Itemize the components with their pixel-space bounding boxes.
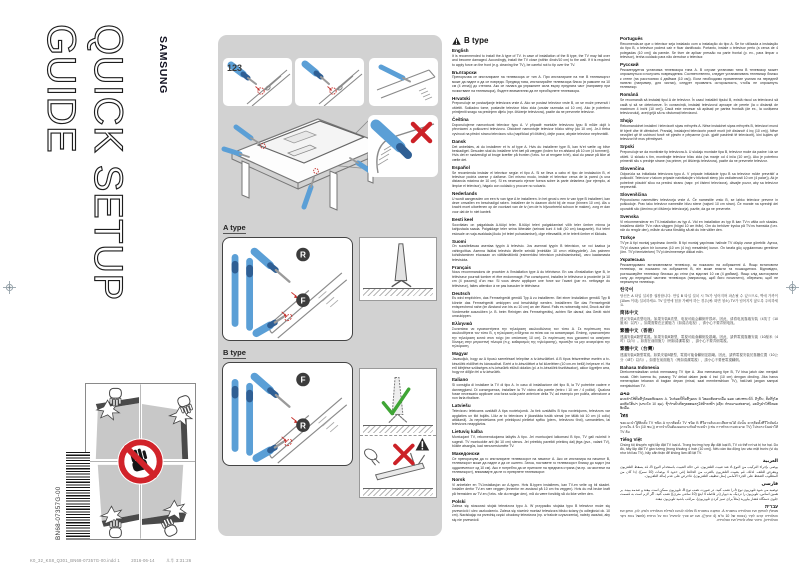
language-text: U wordt aangeraden om een tv van type A te installeren. In het geval u een tv van type B installeert, kan deze omvallen en beschadigd raken. Installeer de tv daarom dicht bij de muur (binnen 10 cm). Als u kracht moet uitoefenen op de voorkant van de tv (om de tv bijvoorbeeld schoon te maken), zorg er dan voor dat de tv niet kantelt. [452, 196, 610, 214]
language-name: Русский [620, 62, 639, 68]
language-section [452, 48, 610, 67]
language-column-2 [620, 36, 778, 558]
warning-triangle-icon [452, 37, 461, 45]
language-text: Recomenda-se que o televisor seja instalado com a instalação do tipo A. Se for utilizada a instalação do tipo B, o televisor poderá cair e ficar danificado. Portanto, instale o televisor perto (a cerca de 4 polegadas (10 cm)) da parede. Se tiver de aplicar pressão na parte frontal (p. ex., para limpar o televisor), tenha cuidado para não derrubar o televisor. [620, 41, 778, 60]
language-text: Televizoru ieteicams uzstādīt A tipa novietojumā. Ja tiek uzstādīts B tipa novietojums, televizors var apgāzties un tikt bojāts. Līdz ar to televizors ir jāuzstāda tuvāk sienai (ne tālāk kā 10 cm (4 collu) attālumā). Ja nepieciešams pret priekšpusi pielietot spēku (piem., televizoru tīrot), uzmanieties, lai televizors neapgāztos. [452, 409, 610, 427]
language-name: Shqip [620, 118, 633, 124]
part-number-label: BN68-07357G-00 [55, 486, 62, 540]
language-text: It is recommended to install the A type of TV. In case of installation of the B type, the TV may fall over and become damaged. Accordingly, install the TV close (within 4inch/10 cm) to the wall. If it is required to apply force on the front (e.g. cleaning the TV), be careful not to tip over the TV. [452, 53, 610, 67]
language-name: Español [452, 164, 470, 170]
language-section [452, 451, 610, 474]
registration-mark-icon [3, 281, 16, 294]
language-text: ขอแนะนำให้ติดตั้ง TV ชนิด A หากติดตั้ง TV ชนิด B ทีวีอาจล้มและเสียหายได้ ดังนั้น ควรติดตั้งทีวีใกล้ผนัง (ภายใน 4 นิ้ว (10 ซม.)) หากจำเป็นต้องออกแรงกับด้านหน้า (เช่น การทำความสะอาด TV) โปรดระวังอย่าให้ TV ล้ม [620, 420, 778, 434]
language-section [620, 458, 778, 478]
language-section [452, 139, 610, 162]
language-section [452, 351, 610, 374]
language-section [620, 214, 778, 233]
language-section [620, 287, 778, 307]
language-section [620, 257, 778, 285]
language-section [620, 166, 778, 189]
language-text: Препоръчва се инсталиране на телевизора от тип A. При инсталиране на тип B телевизорът може да падне и да се повреди. Предвид това, инсталирайте телевизора близо (в рамките на 10 см (4 инча)) до стената. Ако се налага да упражните сила върху предната част (например при почистване на телевизора), бъдете внимателни да не преобърнете телевизора. [452, 75, 610, 93]
language-text: Συνιστάται να εγκαταστήσετε την τηλεόραση ακολουθώντας τον τύπο A. Σε περίπτωση που ακολουθήσετε τον τύπο B, η τηλεόραση ενδέχεται να πέσει και να καταστραφεί. Επίσης, εγκαταστήστε την τηλεόραση κοντά στον τοίχο (σε απόσταση 10 cm). Σε περίπτωση που χρειαστεί να ασκήσετε δύναμη στην μπροστινή πλευρά (π.χ. καθαρισμός της τηλεόρασης), προσέξτε να μην ανατρέψετε την τηλεόραση. [452, 326, 610, 349]
screwdriver-step-illustration [295, 58, 364, 106]
language-name: Português [620, 36, 643, 41]
language-text: Се препорачува да го инсталирате телевизорот на начинот A. Ако се инсталира на начинот B, телевизорот може да падне и да се оштети. Затоа, поставете го телевизорот блиску до ѕидот (на оддалеченост од 10 см). Ако е потребно да се притисне на предната страна (на пр. за чистење на телевизорот), внимавајте да не го преврнете телевизорот. [452, 456, 610, 475]
language-section [620, 346, 778, 362]
a-type-label: A type [223, 223, 246, 232]
language-text: Se recomienda instalar el televisor según el tipo A. Si se lleva a cabo el tipo de instalación B, el televisor podría caerse y dañarse. Del mismo modo, instale el televisor cerca de la pared (a una distancia máxima de 10 cm). Si es necesario ejercer fuerza sobre la parte delantera (por ejemplo, al limpiar el televisor), hágalo con cuidado y procure no volcarlo. [452, 170, 610, 188]
cover-title-line-2: GUIDE [39, 24, 83, 154]
language-section [620, 92, 778, 115]
language-text: Se recomandă să instalați tipul A de televizor. În cazul instalării tipului B, există riscul ca televizorul să cadă și să se deterioreze. În consecință, instalați televizorul aproape de perete (la o distanță de maximum 4 inchi (10 cm)). Dacă este necesar să apăsați pe partea frontală (de ex., la curățarea televizorului), aveți grijă să nu răsturnați televizorul. [620, 98, 778, 116]
language-name: ລາວ [620, 390, 630, 396]
stand-pin-step-illustration [369, 58, 438, 106]
language-text: On suositeltavaa asentaa tyypin A televisio. Jos asennat tyypin B television, se voi kaatua ja vahingoittua. Asenna lisäksi televisio lähelle seinää (enintään 10 cm:n etäisyydelle). Jos paineen kohdistaminen etuosaan on välttämätöntä (esimerkiksi television puhdistamiseksi), varo kaatamasta televisiota. [452, 244, 610, 262]
language-text: Si consiglia di installare la TV di tipo A. In caso di installazione del tipo B, la TV potrebbe cadere e danneggiarsi. Di conseguenza, installare la TV vicino alla parete (entro i 10 cm / 4 pollici). Qualora fosse necessario applicare una forza sulla parte anteriore della TV, ad esempio per pulirla, attenzione a non farla ribaltare. [452, 383, 610, 401]
language-text: Det anbefales, at du installerer et tv af type A. Hvis du installerer type B, kan tv'et vælte og blive beskadiget. Desuden skal du installere tv'et tæt på væggen (inden for en afstand på 10 cm (4 tommer)). Hvis det er nødvendigt at bruge kræfter på fronten (f.eks. for at rengøre tv'et), skal du passe på ikke at vælte det. [452, 144, 610, 162]
language-name: 한국어 [620, 287, 634, 293]
language-text: Es wird empfohlen, das Fernsehgerät gemäß Typ A zu installieren. Bei einer Installation gemäß Typ B könnte das Fernsehgerät umkippen und beschädigt werden. Installieren Sie das Fernsehgerät entsprechend nahe (im Abstand von bis zu 10 cm) an der Wand. Falls es notwendig wird, Druck auf die Vorderseite auszuüben (z. B. beim Reinigen des Fernsehgeräts), achten Sie darauf, das Gerät nicht umzukippen. [452, 296, 610, 318]
language-text: Direkomendasikan untuk memasang TV tipe A. Jika memasang tipe B, TV bisa jatuh dan menjadi rusak. Oleh karena itu, pasang TV dekat dalam jarak 4 inci (10 cm) dengan dinding. Jika harus menerapkan tekanan di bagian depan (misal, saat membersihkan TV), hati-hati jangan sampai menjatuhkan TV. [620, 370, 778, 388]
language-section [452, 239, 610, 262]
language-name: 繁體中文（香港） [620, 328, 657, 334]
tv-tipover-illustration [360, 369, 436, 497]
language-section [452, 477, 610, 496]
language-name: 繁體中文（台灣） [620, 346, 657, 352]
language-section [620, 328, 778, 344]
language-section [620, 62, 778, 90]
a-type-result-panel [359, 237, 437, 301]
assembly-step-panel-2 [295, 58, 364, 106]
language-name: العربية [762, 458, 778, 464]
language-name: Dansk [452, 138, 466, 144]
language-text: 建議安裝A類型電視。如果安裝B類型，電視可能會翻倒及損壞。因此，請將電視靠牆安裝（10厘米（4吋）以內）。如需在前面施力（例如清潔電視），請小心不要弄倒電視。 [620, 334, 778, 344]
language-section [452, 96, 610, 115]
language-section [620, 192, 778, 211]
language-section [452, 165, 610, 188]
registration-mark-icon [786, 281, 799, 294]
language-text: Preporučuje se postavljanje televizora vrste A. Ako se postavi televizor vrste B, on se može prevrnuti i oštetiti. Sukladno tome, postavite televizor blizu zida (unutar razmaka od 10 cm). Ako je potrebno primijeniti snagu na prednjem dijelu (npr. čišćenje televizora), pazite da ne prevrnete televizor. [452, 101, 610, 115]
language-section [452, 377, 610, 400]
language-text: Preporučuje se da montirate tip televizora A. U slučaju montaže tipa B, televizor može da padne i da se ošteti. U skladu s tim, montirajte televizor blizu zida (na manje od 4 inča (10 cm)). Ako je potrebno primeniti silu s prednje strane (na primer, pri čišćenju televizora), pazite da ne prevrnete televizor. [620, 150, 778, 164]
language-text: ແນະນຳໃຫ້ຕິດຕັ້ງໂທລະທັດແບບ A. ໃນກໍລະນີຕິດຕັ້ງແບບ B ໂທລະທັດອາດລົ້ມ ແລະ ເສຍຫາຍໄດ້. ດັ່ງນັ້ນ, ຕິດຕັ້ງໂທລະທັດໃກ້ຝາ (ພາຍໃນ 10 ຊມ). ຖ້າຈຳເປັນຕ້ອງອອກແຮງໃສ່ດ້ານໜ້າ (ເຊັ່ນ: ທຳຄວາມສະອາດ), ລະວັງຢ່າໃຫ້ໂທລະທັດລົ້ມ. [620, 397, 778, 411]
footer-time: 오후 3:31:26 [166, 558, 192, 563]
screwdriver-step-illustration [223, 58, 292, 106]
language-section [452, 117, 610, 136]
language-name: Bahasa Indonesia [620, 364, 660, 370]
badge-f-label: F [300, 296, 306, 306]
language-section [452, 321, 610, 349]
language-name: Hrvatski [452, 95, 471, 101]
language-name: Suomi [452, 238, 467, 244]
language-text: توصیه می شود تلویزیون نوع A را نصب کنید. در صورت نصب نوع B، تلویزیون ممکن است بیفتد و صدمه ببیند. بر همین اساس، تلویزیون را نزدیک به دیوار (در فاصله 4 اینچ (10 سانتی متری)) نصب کنید. اگر لازم است به قسمت جلوی دستگاه فشار بیاورید (مثلاً برای تمیز کردن تلویزیون)، مراقب باشید تلویزیون نیفتد. [620, 487, 778, 501]
language-name: Italiano [452, 377, 469, 383]
language-section [620, 504, 778, 523]
language-name: Srpski [620, 144, 635, 150]
language-section [452, 429, 610, 448]
do-not-press-screen-illustration [86, 384, 195, 539]
language-section [620, 391, 778, 411]
language-section [452, 217, 610, 236]
language-name: Українська [620, 256, 645, 262]
language-name: Nederlands [452, 190, 478, 196]
incorrect-usage-panel [368, 115, 438, 177]
language-text: Soovitatav on paigaldada A-tüüpi teler. B-tüüpi teleri paigaldamisel võib teler ümber minna ja kahjustada saada. Paigaldage teler seina lähedale (seinast kuni 4 tolli (10 cm) kaugusele). Kui teleri esiosale on vaja avaldada jõudu (nt teleri puhastamisel), olge ettevaatlik, et te telerit ümber ei lükkaks. [452, 222, 610, 236]
language-section [452, 191, 610, 214]
language-name: Македонски [452, 451, 480, 457]
language-name: Türkçe [620, 235, 636, 241]
incorrect-usage-illustration [368, 115, 438, 177]
language-section [620, 118, 778, 141]
badge-r-label: R [300, 421, 307, 431]
language-text: Рекомендовано встановлювати телевізор, як показано на зображенні A. Якщо встановити телевізор, як показано на зображенні B, він може впасти та пошкодитися. Відповідно, розташовуйте телевізор близько до стіни (на відстані 10 см (4 дюйми)). Якщо слід застосувати силу до передньої частини телевізора (наприклад, щоб його почистити), обережно, щоб не перекинути телевізор. [620, 262, 778, 285]
language-name: Svenska [620, 213, 639, 219]
language-text: Chúng tôi khuyến nghị lắp đặt TV loại A. Trong trường hợp lắp đặt loại B, TV có thể rơi và bị hư hại. Do đó, hãy lắp đặt TV gần tường (trong khoảng 4 inch (10 cm)). Nếu cần tác động lực vào mặt trước (ví dụ như khi lau TV), hãy cẩn thận để không làm đổ lật TV. [620, 442, 778, 456]
screwdriver-icon [254, 377, 289, 459]
language-name: Čeština [452, 117, 469, 123]
language-name: Français [452, 264, 471, 270]
footer-date: 2016-06-14 [131, 558, 155, 563]
language-name: Български [452, 69, 477, 75]
language-name: English [452, 48, 469, 53]
b-type-label: B type [223, 348, 246, 357]
language-section [620, 36, 778, 59]
step-numbers-label: 123 [227, 63, 243, 73]
language-name: Norsk [452, 477, 466, 483]
cover-title [34, 24, 131, 301]
language-name: Slovenščina [620, 192, 647, 198]
language-section [620, 310, 778, 326]
b-type-assembly-illustration [223, 363, 351, 464]
language-name: Eesti keel [452, 216, 474, 222]
language-section [620, 365, 778, 388]
language-name: Deutsch [452, 290, 471, 296]
language-section [452, 291, 610, 319]
language-column-1 [452, 36, 610, 552]
language-text: Doporučujeme namontovat televizor typu A. V případě montáže televizoru typu B může dojít k převrácení a poškození televizoru. Obdobně namontujte televizor blízko stěny (do 10 cm). Je-li třeba vyvinout na přední stranu televizoru sílu (například při čištění), dejte pozor, abyste televizor nepřevrátili. [452, 123, 610, 136]
language-text: TV'ye A tipi montaj yapılması önerilir. B tipi montaj yapılması halinde TV düşüp zarar görebilir. Ayrıca, TV'yi duvara yakın bir konuma (10 cm (4 inç) mesafede) kurun. Ön tarafa güç uygulanması gerekirse (örn. TV'yi temizlerken) TV'yi devirmemeye dikkat edin. [620, 241, 778, 254]
language-name: Latviešu [452, 403, 471, 409]
language-name: فارسی [761, 481, 778, 487]
language-text: Odporúča sa inštalácia televízora typu A. V prípade inštalácie typu B sa televízor môže prevrátiť a poškodiť. Televízor v takom prípade nainštalujte v blízkosti steny (do vzdialenosti 10 cm (4 palce)). Ak je potrebné pôsobiť silou na prednú stranu (napr. pri čistení televízora), dávajte pozor, aby sa televízor neprevrátil. [620, 171, 778, 190]
footer-filename: K0_32_KS8_Q301_BN68-07357G-00.indd 1 [30, 558, 120, 563]
b-type-section-header [452, 36, 610, 45]
assembly-diagram-panel [218, 35, 442, 536]
red-x-icon [395, 446, 413, 464]
language-section [452, 265, 610, 288]
language-text: Vi anbefaler en TV-installasjon av A-typen. Hvis B-typen installeres, kan TV-en velte og bli skadet. Installer derfor TV-en nær veggen (innenfor en avstand på 10 cm fra veggen). Hvis du må bruke kraft på fremsiden av TV-en (f.eks. når du rengjør den), må du være forsiktig så du ikke velter den. [452, 482, 610, 496]
cover-title-line-1: QUICK SETUP [86, 24, 130, 301]
print-footer [30, 558, 201, 564]
language-name: ไทย [620, 413, 629, 419]
language-name: Slovenčina [620, 166, 645, 172]
language-text: מומלץ להתקין את הטלוויזיה בתצורת A. התקנה בתצורת B עלולה לגרום לנפילת הטלוויזיה ולנזק. לכן, התקן את הטלוויזיה קרוב לקיר (בטווח של 10 ס"מ (4 אינץ')). אם יש צורך להפעיל כוח על החזית (למשל בעת ניקוי הטלוויזיה), היזהר שלא להפיל את הטלוויזיה. [620, 509, 778, 523]
warning-triangle-icon [416, 438, 430, 451]
badge-r-label: R [300, 250, 307, 260]
language-section [620, 235, 778, 254]
language-name: Lietuvių kalba [452, 429, 483, 435]
a-type-assembly-illustration [223, 238, 351, 339]
language-text: Zaleca się stosować stojak telewizora typu A. W przypadku stojaka typu B telewizor może się przewrócić i ulec uszkodzeniu. Zaleca się również montaż telewizora blisko ściany (w odległości ok. 10 cm). Naciskając na przednią część obudowy telewizora (np. w trakcie czyszczenia), należy uważać, aby się nie przewrócił. [452, 504, 610, 522]
language-text: 建議安裝A類型電視。如果安裝B類型，電視可能會翻倒並損壞。因此，請將電視安裝於靠牆位置（10公分（4吋）以內）。如需在前面施力（例如清潔電視），請小心不要使電視翻倒。 [620, 353, 778, 362]
language-name: Polski [452, 498, 466, 504]
language-text: 建议安装A类型电视。如果安装B类型，电视可能会翻倒并损坏。因此，请将电视靠墙安装（4英寸（10厘米）以内）。如果需要在正面施力（如清洁电视），请小心不要弄倒电视。 [620, 316, 778, 326]
a-type-assembly-panel [222, 237, 353, 341]
language-section [620, 144, 778, 163]
language-name: 简体中文 [620, 309, 639, 315]
do-not-press-screen-panel [85, 383, 196, 540]
language-name: Ελληνικά [452, 320, 473, 326]
language-text: Рекомендуется установка телевизора типа A. В случае установки типа B телевизор может опрокинуться и получить повреждения. Соответственно, следует устанавливать телевизор близко к стене (на расстоянии 4 дюймов (10 см)). Если необходимо применение усилия на передней панели (например, для чистки), следует проявлять осторожность, чтобы не опрокинуть телевизор. [620, 67, 778, 90]
b-type-header-label: B type [464, 36, 489, 45]
language-section [620, 437, 778, 456]
language-section [620, 413, 778, 434]
language-section [452, 70, 610, 93]
ground-hatch [363, 288, 433, 296]
b-type-warning-panel [359, 368, 437, 498]
assembly-step-panel-1 [223, 58, 292, 106]
language-text: Rekomandohet instalimi i televizorit sipas mënyrës A. Nëse instalohet sipas mënyrës B, televizori mund të bjerë dhe të dëmtohet. Prandaj, instalojeni televizorin pranë murit (në distancë 4 inç (10 cm)). Nëse nevojitet që të ushtroni forcë në pjesën e përparme (p.sh. gjatë pastrimit të televizorit), kini kujdes që televizori të mos përmbyset. [620, 124, 778, 142]
red-x-icon [413, 124, 430, 141]
language-name: Română [620, 92, 639, 98]
language-name: Magyar [452, 351, 469, 357]
language-text: Montuojant TV, rekomenduojama laikytis A tipo. Jei montuojant laikomasi B tipo, TV gali nukristi ir sugesti. TV montuokite arti (iki 10 cm) sienos. Jei prireiktų paveikti priekinę dalį jėga (pvz., valant TV), būkite atsargūs, kad nenuverstumėte TV. [452, 435, 610, 449]
language-text: Vi rekommenderar en TV-installation av typ A. Vid en installation av typ B kan TV:n välta och skadas. Installera därför TV:n nära väggen (högst 10 cm ifrån). Om du behöver trycka på TV:ns framsida (t.ex. när du rengör den), måste du vara försiktig så att du inte välter den. [620, 219, 778, 233]
b-type-assembly-panel [222, 362, 353, 466]
language-text: Priporočamo namestitev televizorja vrste A. Če namestite vrsto B, se lahko televizor prevrne in poškoduje. Prav tako televizor namestite blizu stene (največ 10 cm stran). Če morate na sprednji del uporabiti silo (denimo pri čiščenju televizorja), pazite, da ga ne prevrnete. [620, 197, 778, 211]
language-text: 당신은 A 타입 설치를 권장합니다. 만일 B 타입 설치 시 TV가 넘어지며 파손될 수 있으므로, 벽에 가까이(10cm 이내) 설치하세요. TV 앞면에 힘을 가해야 하는 경우(예: 화면 청소) TV가 넘어지지 않도록 주의하세요. [620, 294, 778, 307]
badge-f-label: F [300, 375, 306, 385]
samsung-logo: SAMSUNG [157, 36, 169, 94]
prohibition-icon [117, 438, 163, 484]
language-section [620, 481, 778, 501]
language-text: Javasoljuk, hogy az A típusú szereléssel telepítse a tv-készüléket. A B típus felszerelése esetén a tv-készülék eldőlhet és károsodhat. Ezért a tv-készüléket a fal közelében (10 cm-en belül) helyezze el. Ha erő kifejtése szükséges a tv-készülék elülső oldalán (pl. a tv-készülék tisztításakor), akkor ügyeljen arra, hogy ne dőljön fel a tv-készülék. [452, 357, 610, 375]
barcode [66, 452, 90, 540]
language-text: Nous recommandons de procéder à l'installation type A du téléviseur. En cas d'installation type B, le téléviseur pourrait tomber et être endommagé. Par conséquent, installez le téléviseur à proximité (à 10 cm (4 pouces)) d'un mur. Si vous devez appliquer une force sur l'avant (par ex. nettoyage du téléviseur), faites attention à ne pas basculer le téléviseur. [452, 270, 610, 288]
language-name: Tiếng Việt [620, 436, 642, 442]
hand-icon [363, 447, 380, 465]
language-section [452, 499, 610, 522]
screwdriver-icon [254, 252, 289, 334]
language-section [452, 403, 610, 426]
language-text: يوصى بإجراء التركيب من النوع A عند تثبيت التلفزيون. في حالة التثبيت باستخدام النوع B، قد يسقط التلفزيون ويتعرض للتلف. لذلك، قم بتثبيت التلفزيون بالقرب من الحائط (في حدود 4 بوصات (10 سم)). إذا كان من المطلوب الضغط على الجزء الأمامي (مثل تنظيف التلفزيون)، فاحرص على عدم إمالة التلفزيون. [620, 465, 778, 479]
assembly-step-panel-3 [369, 58, 438, 106]
language-name: עברית [764, 503, 778, 509]
